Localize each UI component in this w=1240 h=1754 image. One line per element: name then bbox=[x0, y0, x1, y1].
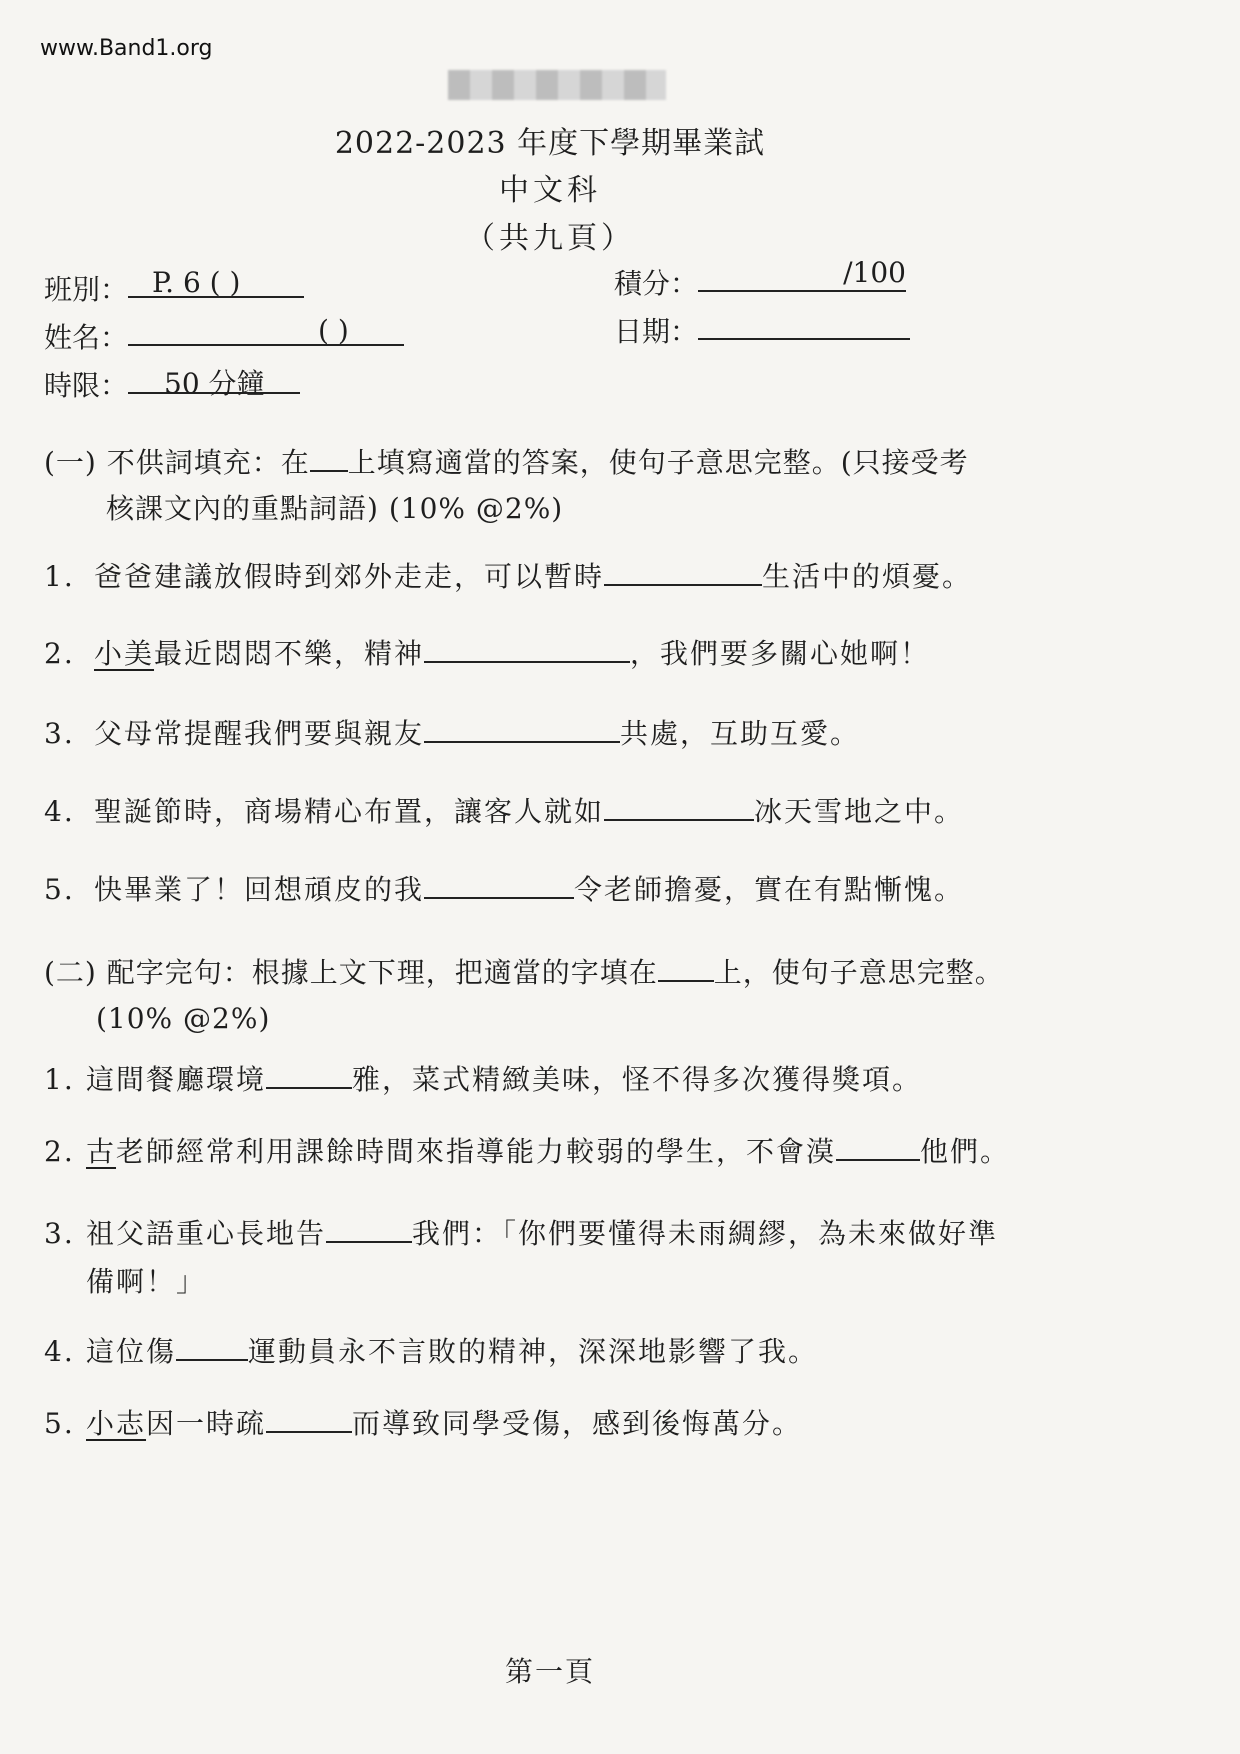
answer-blank[interactable] bbox=[266, 1065, 352, 1089]
score-total: /100 bbox=[843, 256, 906, 289]
score-field[interactable] bbox=[698, 256, 906, 292]
section-2-heading: (二) 配字完句：根據上文下理，把適當的字填在 上，使句子意思完整。 (10% @2%) bbox=[44, 956, 1004, 1035]
date-label: 日期： bbox=[614, 315, 699, 348]
s2-question-4: 4. 這位傷 運動員永不言敗的精神，深深地影響了我。 bbox=[44, 1335, 819, 1368]
watermark: www.Band1.org bbox=[40, 36, 213, 61]
page-number: 第一頁 bbox=[504, 1655, 595, 1688]
answer-blank[interactable] bbox=[326, 1219, 412, 1243]
section-1-heading: (一) 不供詞填充：在 上填寫適當的答案，使句子意思完整。(只接受考 核課文內的重點詞語) (10% @2%) bbox=[44, 446, 969, 525]
s1-question-3: 3. 父母常提醒我們要與親友 共處，互助互愛。 bbox=[44, 717, 861, 750]
s1-question-4: 4. 聖誕節時，商場精心布置，讓客人就如 冰天雪地之中。 bbox=[44, 795, 965, 828]
class-label: 班別： bbox=[44, 273, 129, 306]
time-value: 50 分鐘 bbox=[164, 367, 265, 400]
s1-question-5: 5. 快畢業了！回想頑皮的我 令老師擔憂，實在有點慚愧。 bbox=[44, 873, 965, 906]
name-field[interactable] bbox=[128, 314, 404, 346]
s1-question-2: 2. 小美最近悶悶不樂，精神 ，我們要多關心她啊！ bbox=[44, 637, 931, 670]
class-number: ( ) bbox=[318, 314, 349, 347]
answer-blank[interactable] bbox=[176, 1337, 248, 1361]
redacted-school-name bbox=[448, 70, 666, 100]
exam-page-count: （共九頁） bbox=[465, 221, 635, 256]
answer-blank[interactable] bbox=[836, 1137, 920, 1161]
score-label: 積分： bbox=[614, 267, 699, 300]
answer-blank[interactable] bbox=[266, 1409, 352, 1433]
answer-blank[interactable] bbox=[424, 875, 574, 899]
s2-question-5: 5. 小志因一時疏 而導致同學受傷，感到後悔萬分。 bbox=[44, 1407, 803, 1440]
s2-question-1: 1. 這間餐廳環境 雅，菜式精緻美味，怪不得多次獲得獎項。 bbox=[44, 1063, 923, 1096]
exam-title: 2022-2023 年度下學期畢業試 bbox=[334, 126, 766, 161]
s2-question-2: 2. 古老師經常利用課餘時間來指導能力較弱的學生，不會漠 他們。 bbox=[44, 1135, 1011, 1168]
answer-blank[interactable] bbox=[604, 797, 754, 821]
answer-blank[interactable] bbox=[424, 719, 620, 743]
answer-blank[interactable] bbox=[424, 639, 630, 663]
answer-blank[interactable] bbox=[604, 562, 762, 586]
s1-question-1: 1. 爸爸建議放假時到郊外走走，可以暫時 生活中的煩憂。 bbox=[44, 560, 973, 593]
time-label: 時限： bbox=[44, 369, 129, 402]
date-field[interactable] bbox=[698, 308, 910, 340]
name-label: 姓名： bbox=[44, 321, 129, 354]
class-field[interactable] bbox=[128, 266, 304, 298]
class-value: P. 6 ( ) bbox=[152, 266, 241, 299]
s2-question-3: 3. 祖父語重心長地告 我們：「你們要懂得未雨綢繆，為未來做好準 備啊！」 bbox=[44, 1217, 999, 1298]
time-field bbox=[128, 362, 300, 400]
exam-subject: 中文科 bbox=[499, 173, 601, 208]
